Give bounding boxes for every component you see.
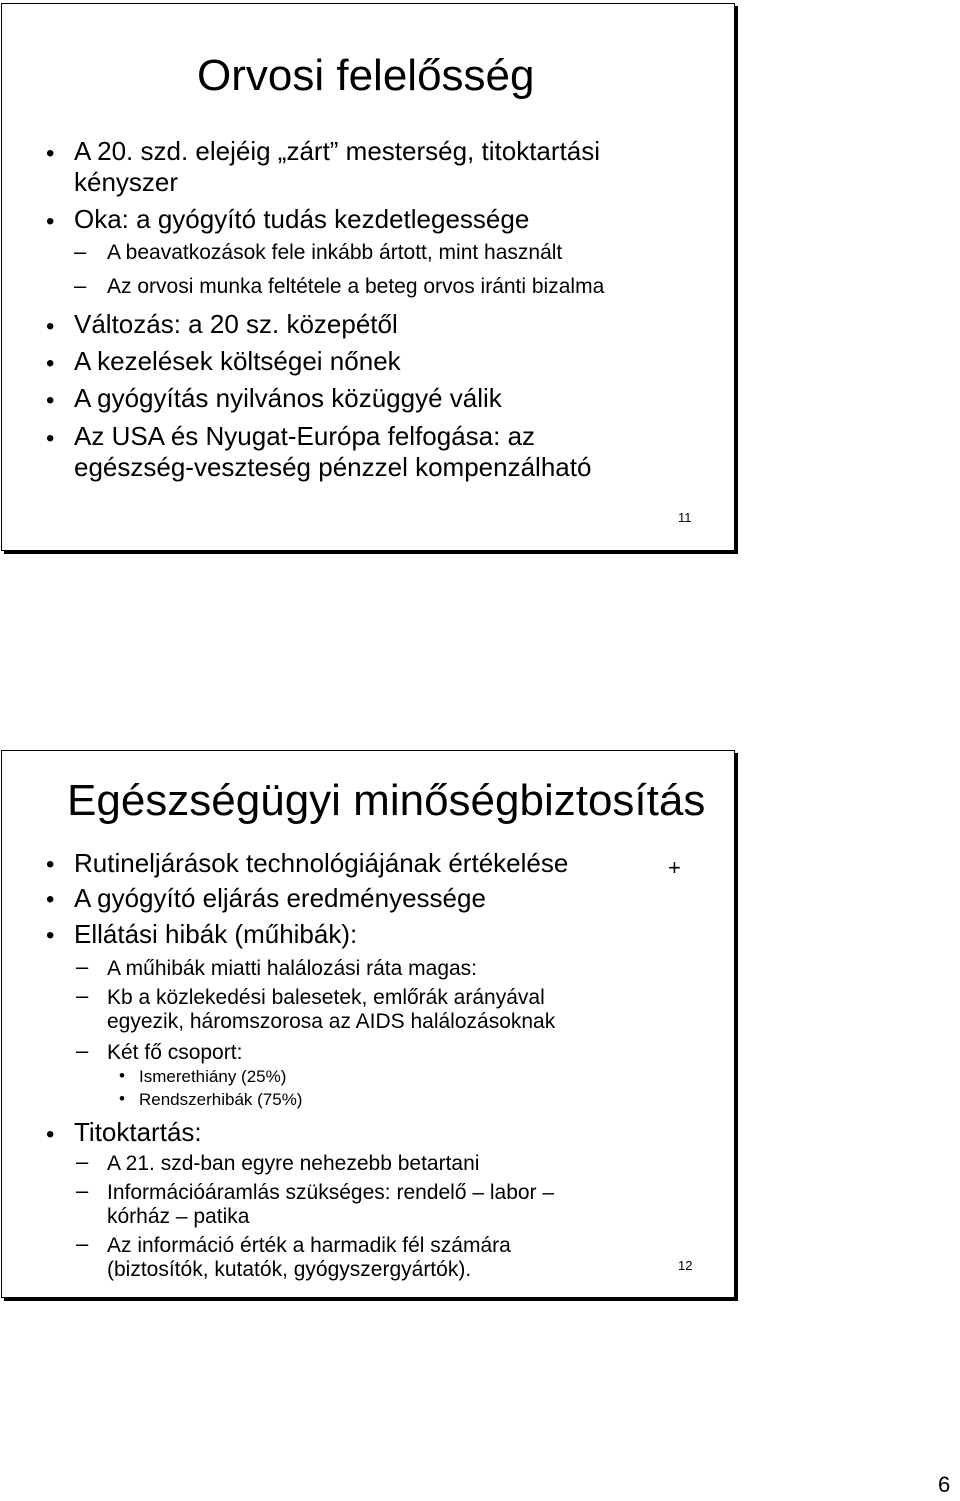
sub-bullet-text-continued: egyezik, háromszorosa az AIDS halálozásoknak bbox=[107, 1010, 556, 1033]
dash-marker: – bbox=[76, 1149, 89, 1174]
slide-page-number: 11 bbox=[678, 510, 692, 525]
slide-page-number: 12 bbox=[678, 1258, 693, 1273]
dash-marker: – bbox=[74, 239, 87, 264]
bullet-marker: • bbox=[46, 387, 55, 414]
dash-marker: – bbox=[74, 273, 87, 298]
bullet-text: Titoktartás: bbox=[74, 1117, 202, 1147]
sub-bullet-text: A 21. szd-ban egyre nehezebb betartani bbox=[107, 1152, 480, 1175]
bullet-marker: • bbox=[46, 350, 55, 377]
dash-marker: – bbox=[76, 1178, 89, 1203]
document-page-number: 6 bbox=[938, 1472, 951, 1497]
bullet-marker: • bbox=[46, 886, 55, 913]
bullet-text: Oka: a gyógyító tudás kezdetlegessége bbox=[74, 204, 530, 234]
sub-bullet-text: Az információ érték a harmadik fél számára bbox=[107, 1234, 511, 1257]
bullet-marker: • bbox=[46, 851, 55, 878]
sub-bullet-text: Az orvosi munka feltétele a beteg orvos iránti bizalma bbox=[107, 275, 605, 298]
dash-marker: – bbox=[76, 983, 89, 1008]
bullet-text: A gyógyítás nyilvános közüggyé válik bbox=[74, 383, 502, 413]
bullet-text: Ellátási hibák (műhibák): bbox=[74, 919, 358, 949]
dash-marker: – bbox=[76, 1038, 89, 1063]
bullet-marker: • bbox=[46, 313, 55, 340]
bullet-marker-small: • bbox=[119, 1089, 125, 1108]
bullet-marker: • bbox=[46, 922, 55, 949]
bullet-marker: • bbox=[46, 140, 55, 167]
sub-sub-bullet-text: Ismerethiány (25%) bbox=[139, 1067, 287, 1086]
bullet-text-continued: egészség-veszteség pénzzel kompenzálható bbox=[74, 452, 592, 482]
plus-sign: + bbox=[668, 855, 681, 880]
bullet-text: Változás: a 20 sz. közepétől bbox=[74, 309, 398, 339]
bullet-marker: • bbox=[46, 425, 55, 452]
bullet-text-continued: kényszer bbox=[74, 167, 179, 197]
dash-marker: – bbox=[76, 954, 89, 979]
slide-12 bbox=[1, 750, 735, 1298]
slide-11 bbox=[1, 3, 735, 551]
sub-bullet-text: Kb a közlekedési balesetek, emlőrák arányával bbox=[107, 986, 545, 1009]
sub-sub-bullet-text: Rendszerhibák (75%) bbox=[139, 1090, 303, 1109]
bullet-text: Rutineljárások technológiájának értékelése bbox=[74, 848, 569, 878]
sub-bullet-text: Információáramlás szükséges: rendelő – labor – bbox=[107, 1181, 555, 1204]
bullet-marker: • bbox=[46, 208, 55, 235]
bullet-text: Az USA és Nyugat-Európa felfogása: az bbox=[74, 421, 536, 451]
slide-title: Egészségügyi minőségbiztosítás bbox=[67, 776, 706, 825]
bullet-text: A kezelések költségei nőnek bbox=[74, 346, 401, 376]
sub-bullet-text: A beavatkozások fele inkább ártott, mint használt bbox=[107, 241, 563, 264]
dash-marker: – bbox=[76, 1231, 89, 1256]
sub-bullet-text: A műhibák miatti halálozási ráta magas: bbox=[107, 957, 478, 980]
bullet-marker: • bbox=[46, 1121, 55, 1148]
bullet-text: A gyógyító eljárás eredményessége bbox=[74, 883, 486, 913]
sub-bullet-text-continued: kórház – patika bbox=[107, 1205, 250, 1228]
slide-title: Orvosi felelősség bbox=[197, 51, 535, 100]
bullet-text: A 20. szd. elejéig „zárt” mesterség, titoktartási bbox=[74, 136, 600, 166]
sub-bullet-text: Két fő csoport: bbox=[107, 1041, 243, 1064]
sub-bullet-text-continued: (biztosítók, kutatók, gyógyszergyártók). bbox=[107, 1258, 472, 1281]
bullet-marker-small: • bbox=[119, 1066, 125, 1085]
